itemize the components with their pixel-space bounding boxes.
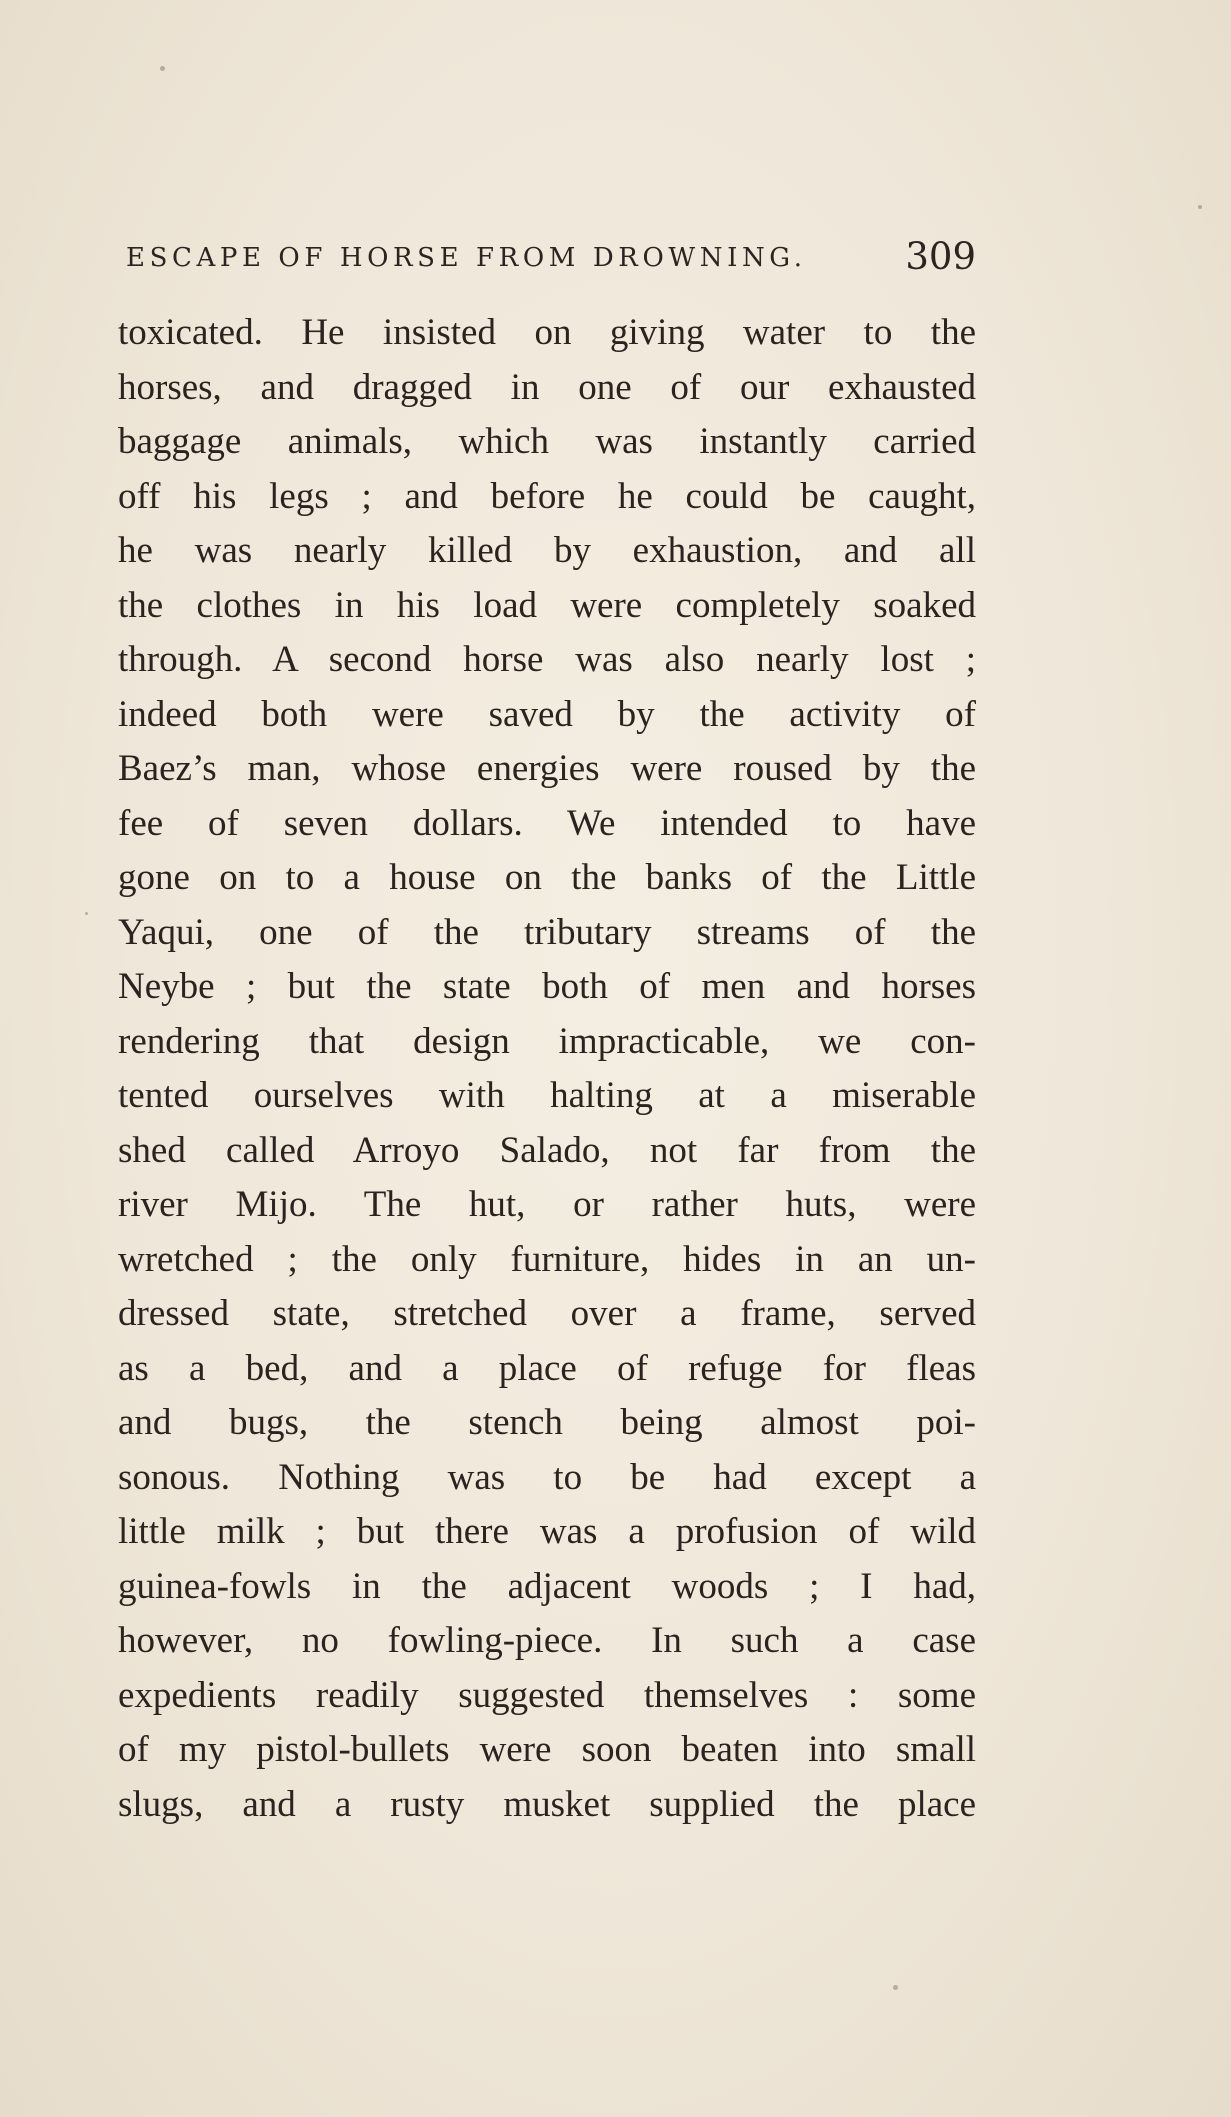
text-line: Neybe ; but the state both of men and horses <box>118 966 976 1007</box>
text-line: rendering that design impracticable, we con- <box>118 1020 976 1062</box>
text-line: as a bed, and a place of refuge for fleas <box>118 1347 976 1389</box>
text-line: guinea-fowls in the adjacent woods ; I had, <box>118 1565 976 1607</box>
page-header <box>126 235 976 285</box>
text-line: however, no fowling-piece. In such a case <box>118 1620 976 1661</box>
paper-speck <box>1198 205 1202 209</box>
text-line: little milk ; but there was a profusion of wild <box>118 1511 976 1552</box>
text-line: and bugs, the stench being almost poi- <box>118 1402 976 1443</box>
text-line: horses, and dragged in one of our exhausted <box>118 366 976 408</box>
text-line: indeed both were saved by the activity of <box>118 693 976 735</box>
text-line: off his legs ; and before he could be caught, <box>118 475 976 517</box>
body-text <box>118 306 976 1832</box>
text-line: fee of seven dollars. We intended to have <box>118 802 976 844</box>
text-line: he was nearly killed by exhaustion, and all <box>118 530 976 571</box>
paper-speck <box>160 66 165 71</box>
text-line: river Mijo. The hut, or rather huts, were <box>118 1184 976 1225</box>
text-line: slugs, and a rusty musket supplied the place <box>118 1783 976 1825</box>
paper-speck <box>893 1985 898 1990</box>
text-line: toxicated. He insisted on giving water to the <box>118 312 976 353</box>
text-line: shed called Arroyo Salado, not far from the <box>118 1129 976 1171</box>
text-line: through. A second horse was also nearly lost ; <box>118 639 976 680</box>
page-number: 309 <box>905 235 976 278</box>
text-line: wretched ; the only furniture, hides in an un- <box>118 1238 976 1280</box>
text-line: baggage animals, which was instantly carried <box>118 421 976 462</box>
paper-speck <box>85 912 88 915</box>
text-line: gone on to a house on the banks of the Little <box>118 857 976 898</box>
text-line: of my pistol-bullets were soon beaten into small <box>118 1729 976 1770</box>
text-line: the clothes in his load were completely soaked <box>118 584 976 626</box>
text-line: Baez’s man, whose energies were roused by the <box>118 748 976 789</box>
text-line: sonous. Nothing was to be had except a <box>118 1456 976 1498</box>
running-head: ESCAPE OF HORSE FROM DROWNING. <box>126 243 807 273</box>
text-line: tented ourselves with halting at a miserable <box>118 1075 976 1116</box>
text-line: expedients readily suggested themselves : some <box>118 1674 976 1716</box>
text-line: dressed state, stretched over a frame, served <box>118 1293 976 1334</box>
text-line: Yaqui, one of the tributary streams of the <box>118 911 976 953</box>
